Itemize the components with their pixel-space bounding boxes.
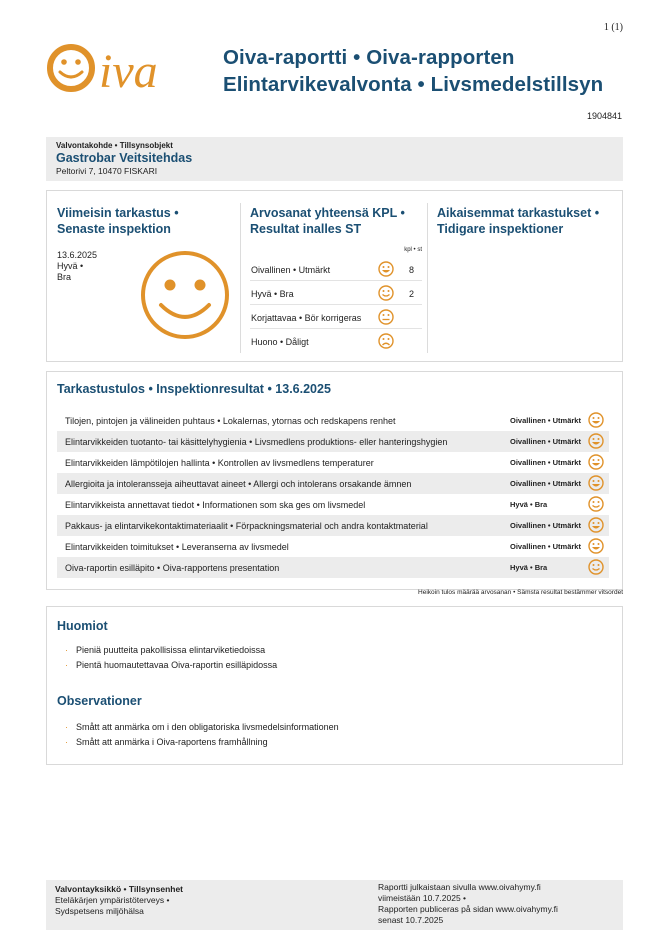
target-address: Peltorivi 7, 10470 FISKARI: [56, 166, 158, 176]
happy-face-icon: [139, 249, 231, 341]
very-happy-face-icon: [588, 475, 604, 491]
bullet-icon: ·: [65, 737, 68, 747]
reference-code: 1904841: [586, 111, 622, 121]
list-item: [65, 645, 265, 655]
result-grade: Oivallinen • Utmärkt: [510, 542, 581, 551]
result-grade: Oivallinen • Utmärkt: [510, 437, 581, 446]
neutral-face-icon: [378, 309, 394, 325]
result-row: [57, 515, 609, 536]
result-label: Elintarvikkeista annettavat tiedot • Informationen som ska ges om livsmedel: [65, 500, 366, 510]
pub-line2: viimeistään 10.7.2025 •: [378, 893, 467, 903]
list-item: [65, 722, 339, 732]
happy-face-icon: [378, 285, 394, 301]
observation-text: Pientä huomautettavaa Oiva-raportin esilläpidossa: [76, 660, 278, 670]
unit-line1: Eteläkärjen ympäristöterveys •: [55, 895, 170, 905]
observations-heading-sv: Observationer: [57, 694, 142, 708]
pub-line4: senast 10.7.2025: [378, 915, 444, 925]
report-title-line2: Elintarvikevalvonta • Livsmedelstillsyn: [223, 73, 604, 96]
bullet-icon: ·: [65, 660, 68, 670]
grade-row: [250, 305, 422, 329]
latest-grade-line1: Hyvä •: [57, 261, 84, 271]
unit-line2: Sydspetsens miljöhälsa: [55, 906, 144, 916]
bullet-icon: ·: [65, 722, 68, 732]
grade-row: [250, 281, 422, 305]
bullet-icon: ·: [65, 645, 68, 655]
result-grade: Oivallinen • Utmärkt: [510, 521, 581, 530]
result-grade: Hyvä • Bra: [510, 500, 548, 509]
result-row: [57, 557, 609, 578]
result-label: Elintarvikkeiden toimitukset • Leveranserna av livsmedel: [65, 542, 289, 552]
happy-face-icon: [588, 559, 604, 575]
latest-date: 13.6.2025: [57, 250, 98, 260]
report-title: [223, 44, 603, 98]
target-name: Gastrobar Veitsitehdas: [56, 151, 193, 165]
result-row: [57, 494, 609, 515]
latest-grade-line2: Bra: [57, 272, 72, 282]
result-row: [57, 410, 609, 431]
publication-info: [378, 882, 558, 926]
very-happy-face-icon: [588, 454, 604, 470]
previous-heading: [437, 205, 599, 237]
observations-panel: [46, 606, 623, 765]
divider: [240, 203, 241, 353]
result-row: [57, 452, 609, 473]
grading-note: Heikoin tulos määrää arvosanan • Sämsta resultat bestämmer vitsordet: [418, 589, 623, 596]
divider: [427, 203, 428, 353]
pub-line3: Rapporten publiceras på sidan www.oivahymy.fi: [378, 904, 558, 914]
result-grade: Oivallinen • Utmärkt: [510, 416, 581, 425]
unit-label: Valvontayksikkö • Tillsynsenhet: [55, 884, 184, 894]
grade-row: [250, 257, 422, 281]
result-row: [57, 431, 609, 452]
grade-label: Hyvä • Bra: [251, 289, 294, 299]
results-heading: Tarkastustulos • Inspektionresultat • 13.6.2025: [57, 382, 331, 396]
grade-label: Oivallinen • Utmärkt: [251, 265, 331, 275]
list-item: [65, 737, 268, 747]
grade-row: [250, 329, 422, 353]
latest-heading: [57, 205, 179, 237]
latest-heading-line1: Viimeisin tarkastus •: [57, 206, 179, 220]
observation-text: Pieniä puutteita pakollisissa elintarviketiedoissa: [76, 645, 266, 655]
very-happy-face-icon: [378, 261, 394, 277]
result-label: Oiva-raportin esilläpito • Oiva-rapportens presentation: [65, 563, 280, 573]
very-happy-face-icon: [588, 433, 604, 449]
grade-count: 8: [409, 265, 415, 275]
inspection-target: [46, 137, 623, 181]
observation-text: Smått att anmärka i Oiva-raportens framhållning: [76, 737, 268, 747]
result-label: Elintarvikkeiden lämpötilojen hallinta • Kontrollen av livsmedlens temperaturer: [65, 458, 374, 468]
svg-text:iva: iva: [99, 45, 158, 98]
happy-face-icon: [588, 496, 604, 512]
supervision-unit: [55, 884, 183, 917]
observations-heading-fi: Huomiot: [57, 619, 108, 633]
grade-label: Huono • Dåligt: [251, 337, 309, 347]
very-happy-face-icon: [588, 538, 604, 554]
result-grade: Oivallinen • Utmärkt: [510, 458, 581, 467]
result-label: Tilojen, pintojen ja välineiden puhtaus • Lokalernas, ytornas och redskapens renhet: [65, 416, 396, 426]
grade-label: Korjattavaa • Bör korrigeras: [251, 313, 362, 323]
very-happy-face-icon: [588, 412, 604, 428]
results-panel: [46, 371, 623, 590]
previous-heading-line1: Aikaisemmat tarkastukset •: [437, 206, 600, 220]
previous-heading-line2: Tidigare inspektioner: [437, 222, 564, 236]
observation-text: Smått att anmärka om i den obligatoriska livsmedelsinformationen: [76, 722, 339, 732]
latest-heading-line2: Senaste inspektion: [57, 222, 171, 236]
target-label: Valvontakohde • Tillsynsobjekt: [56, 141, 173, 150]
totals-heading: [250, 205, 405, 237]
pub-line1: Raportti julkaistaan sivulla www.oivahymy.fi: [378, 882, 541, 892]
report-title-line1: Oiva-raportti • Oiva-rapporten: [223, 46, 515, 69]
result-row: [57, 473, 609, 494]
very-happy-face-icon: [588, 517, 604, 533]
result-label: Pakkaus- ja elintarvikekontaktimateriaalit • Förpackningsmaterial och andra kontaktmaterial: [65, 521, 428, 531]
result-label: Elintarvikkeiden tuotanto- tai käsittelyhygienia • Livsmedlens produktions- eller hanteringshygien: [65, 437, 448, 447]
page-number: 1 (1): [603, 22, 623, 33]
latest-info: [57, 250, 97, 283]
result-label: Allergioita ja intoleransseja aiheuttavat aineet • Allergi och intolerans orsakande ämnen: [65, 479, 412, 489]
result-grade: Oivallinen • Utmärkt: [510, 479, 581, 488]
result-grade: Hyvä • Bra: [510, 563, 548, 572]
result-row: [57, 536, 609, 557]
footer: [46, 880, 623, 930]
grade-count: 2: [409, 289, 415, 299]
list-item: [65, 660, 277, 670]
oiva-logo: [45, 38, 205, 98]
sad-face-icon: [378, 333, 394, 349]
totals-heading-line1: Arvosanat yhteensä KPL •: [250, 206, 405, 220]
summary-panel: [46, 190, 623, 362]
totals-heading-line2: Resultat inalles ST: [250, 222, 362, 236]
unit-label: kpl • st: [404, 247, 422, 253]
